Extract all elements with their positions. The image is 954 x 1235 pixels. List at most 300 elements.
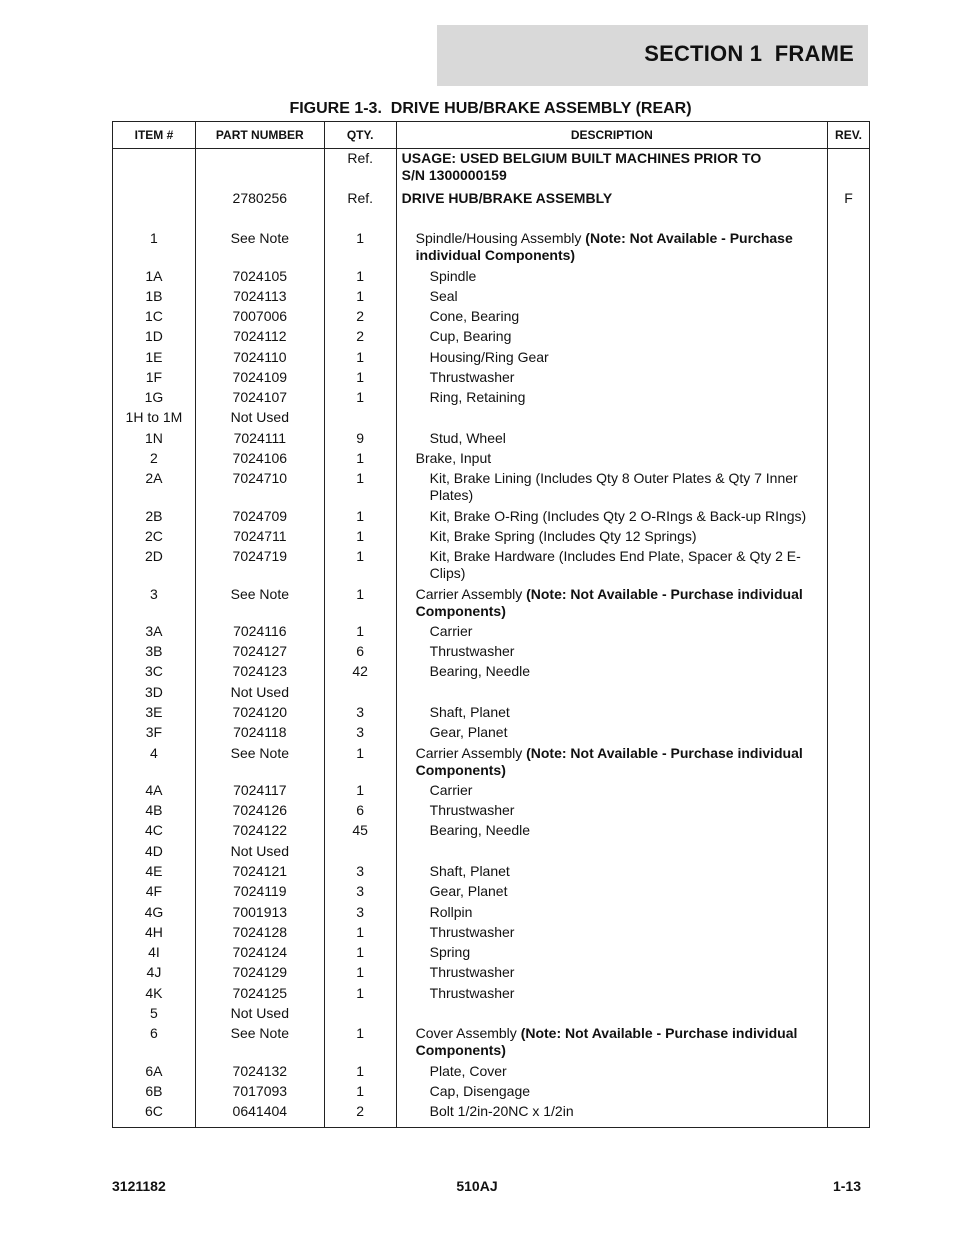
cell-item: 1H to 1M [113, 409, 196, 430]
parts-table [112, 121, 870, 1128]
cell-item: 1G [113, 389, 196, 409]
cell-item: 5 [113, 1005, 196, 1025]
cell-rev [828, 369, 870, 389]
cell-rev [828, 230, 870, 268]
table-row [113, 1083, 870, 1103]
cell-item: 4A [113, 782, 196, 802]
table-row [113, 724, 870, 745]
cell-part-number: See Note [195, 745, 324, 782]
description-text: Thrustwasher [429, 963, 515, 980]
description-text: Gear, Planet [429, 723, 508, 740]
description-text: Stud, Wheel [429, 429, 506, 446]
table-row [113, 548, 870, 586]
cell-item: 1F [113, 369, 196, 389]
table-row [113, 190, 870, 230]
table-row [113, 985, 870, 1005]
cell-qty: 1 [324, 528, 396, 548]
cell-rev [828, 508, 870, 528]
cell-rev [828, 704, 870, 724]
cell-description [396, 904, 827, 924]
cell-part-number: 7024116 [195, 623, 324, 643]
cell-qty: 1 [324, 1025, 396, 1063]
cell-qty: 1 [324, 230, 396, 268]
cell-description [396, 684, 827, 704]
cell-description [396, 349, 827, 369]
cell-description [396, 430, 827, 450]
cell-description [396, 745, 827, 782]
cell-rev [828, 863, 870, 883]
cell-description [396, 190, 827, 230]
cell-part-number: 7024132 [195, 1063, 324, 1083]
cell-rev [828, 904, 870, 924]
table-row [113, 1005, 870, 1025]
cell-description [396, 308, 827, 328]
table-row [113, 822, 870, 843]
cell-item: 6C [113, 1103, 196, 1128]
cell-qty: 3 [324, 904, 396, 924]
description-text: Plate, Cover [429, 1062, 507, 1079]
cell-qty: 1 [324, 369, 396, 389]
cell-part-number: 7024106 [195, 450, 324, 470]
cell-qty: 6 [324, 802, 396, 822]
cell-item: 4J [113, 964, 196, 985]
cell-part-number: 7024121 [195, 863, 324, 883]
description-text: Spindle [429, 267, 477, 284]
col-header-qty: QTY. [324, 122, 396, 149]
cell-rev [828, 684, 870, 704]
cell-item: 1N [113, 430, 196, 450]
cell-part-number: See Note [195, 230, 324, 268]
cell-item: 6 [113, 1025, 196, 1063]
cell-qty: 1 [324, 548, 396, 586]
cell-item: 2B [113, 508, 196, 528]
cell-part-number: 7024118 [195, 724, 324, 745]
table-row [113, 430, 870, 450]
table-row [113, 904, 870, 924]
cell-part-number: Not Used [195, 409, 324, 430]
table-row [113, 1025, 870, 1063]
cell-description [396, 883, 827, 904]
table-row [113, 863, 870, 883]
cell-item: 4E [113, 863, 196, 883]
cell-qty: 1 [324, 782, 396, 802]
cell-rev [828, 1103, 870, 1128]
table-row [113, 470, 870, 508]
cell-item: 3B [113, 643, 196, 663]
cell-description [396, 586, 827, 623]
cell-item: 4D [113, 843, 196, 863]
cell-rev [828, 623, 870, 643]
cell-description [396, 643, 827, 663]
table-row [113, 149, 870, 190]
cell-qty: 42 [324, 663, 396, 684]
table-row [113, 623, 870, 643]
cell-rev [828, 843, 870, 863]
table-row [113, 328, 870, 349]
cell-item: 4I [113, 944, 196, 964]
description-bold-text: DRIVE HUB/BRAKE ASSEMBLY [401, 189, 613, 206]
cell-item: 3D [113, 684, 196, 704]
cell-part-number: 7017093 [195, 1083, 324, 1103]
cell-item: 2A [113, 470, 196, 508]
description-text: Housing/Ring Gear [429, 348, 549, 365]
cell-qty: 2 [324, 308, 396, 328]
cell-description [396, 288, 827, 308]
cell-part-number: 7024109 [195, 369, 324, 389]
description-text: Carrier Assembly [415, 744, 527, 761]
cell-part-number: 7007006 [195, 308, 324, 328]
cell-description [396, 704, 827, 724]
table-row [113, 230, 870, 268]
col-header-description: DESCRIPTION [396, 122, 827, 149]
cell-qty: 1 [324, 586, 396, 623]
cell-qty: 1 [324, 389, 396, 409]
col-header-item: ITEM # [113, 122, 196, 149]
cell-rev [828, 1063, 870, 1083]
description-text: Thrustwasher [429, 984, 515, 1001]
cell-part-number: 7024112 [195, 328, 324, 349]
cell-description [396, 724, 827, 745]
description-text: Rollpin [429, 903, 473, 920]
cell-qty: 1 [324, 508, 396, 528]
cell-description [396, 409, 827, 430]
cell-qty: 3 [324, 704, 396, 724]
cell-item: 2D [113, 548, 196, 586]
cell-rev [828, 470, 870, 508]
cell-qty: 1 [324, 1083, 396, 1103]
description-text: Shaft, Planet [429, 862, 510, 879]
cell-rev [828, 586, 870, 623]
description-text: Seal [429, 287, 458, 304]
cell-qty: 1 [324, 450, 396, 470]
cell-part-number: Not Used [195, 684, 324, 704]
cell-item: 3E [113, 704, 196, 724]
cell-item: 2 [113, 450, 196, 470]
description-text: Kit, Brake Lining (Includes Qty 8 Outer Plates & Qty 7 Inner Plates) [429, 469, 798, 503]
cell-rev [828, 268, 870, 288]
cell-description [396, 389, 827, 409]
cell-rev [828, 308, 870, 328]
table-row [113, 944, 870, 964]
cell-item: 3F [113, 724, 196, 745]
table-row [113, 684, 870, 704]
cell-description [396, 924, 827, 944]
cell-qty: 9 [324, 430, 396, 450]
description-text: Thrustwasher [429, 923, 515, 940]
cell-item: 1B [113, 288, 196, 308]
cell-qty: 1 [324, 944, 396, 964]
description-text: Carrier [429, 781, 473, 798]
cell-rev [828, 782, 870, 802]
table-row [113, 450, 870, 470]
description-text: Kit, Brake Spring (Includes Qty 12 Springs) [429, 527, 697, 544]
cell-qty: 1 [324, 964, 396, 985]
cell-part-number: 7024710 [195, 470, 324, 508]
col-header-rev: REV. [828, 122, 870, 149]
table-row [113, 268, 870, 288]
cell-rev [828, 1083, 870, 1103]
cell-description [396, 663, 827, 684]
cell-description [396, 944, 827, 964]
cell-description [396, 1083, 827, 1103]
cell-part-number: Not Used [195, 1005, 324, 1025]
description-text: Carrier Assembly [415, 585, 527, 602]
table-row [113, 389, 870, 409]
cell-description [396, 470, 827, 508]
cell-rev [828, 328, 870, 349]
cell-part-number: 7024105 [195, 268, 324, 288]
table-row [113, 586, 870, 623]
cell-part-number: See Note [195, 586, 324, 623]
description-text: Shaft, Planet [429, 703, 510, 720]
description-text: Spindle/Housing Assembly [415, 229, 586, 246]
table-row [113, 369, 870, 389]
cell-qty [324, 684, 396, 704]
table-row [113, 349, 870, 369]
cell-description [396, 863, 827, 883]
description-text: Bearing, Needle [429, 821, 531, 838]
cell-item [113, 190, 196, 230]
description-text: Brake, Input [415, 449, 492, 466]
table-row [113, 663, 870, 684]
cell-rev [828, 349, 870, 369]
cell-qty [324, 1005, 396, 1025]
cell-description [396, 1063, 827, 1083]
cell-item: 1A [113, 268, 196, 288]
cell-description [396, 230, 827, 268]
cell-rev [828, 802, 870, 822]
cell-rev [828, 548, 870, 586]
description-text: Ring, Retaining [429, 388, 526, 405]
cell-part-number: 7024123 [195, 663, 324, 684]
table-row [113, 843, 870, 863]
cell-rev: F [828, 190, 870, 230]
description-text: Cone, Bearing [429, 307, 520, 324]
cell-qty: 1 [324, 985, 396, 1005]
cell-description [396, 328, 827, 349]
cell-part-number: 7024709 [195, 508, 324, 528]
cell-qty: 2 [324, 1103, 396, 1128]
cell-qty: 45 [324, 822, 396, 843]
cell-item: 4G [113, 904, 196, 924]
cell-part-number: 7024129 [195, 964, 324, 985]
cell-item: 4B [113, 802, 196, 822]
description-text: Thrustwasher [429, 368, 515, 385]
description-text: Bolt 1/2in-20NC x 1/2in [429, 1102, 574, 1119]
cell-qty: 1 [324, 470, 396, 508]
cell-part-number: 0641404 [195, 1103, 324, 1128]
cell-part-number: 7024122 [195, 822, 324, 843]
cell-qty: 3 [324, 883, 396, 904]
cell-part-number: 7024119 [195, 883, 324, 904]
description-bold-text: (Note: Not Available - Purchase individual Components) [415, 1024, 798, 1058]
cell-qty: 1 [324, 623, 396, 643]
cell-qty: 1 [324, 924, 396, 944]
parts-table-body [113, 149, 870, 1128]
cell-rev [828, 745, 870, 782]
cell-rev [828, 389, 870, 409]
description-text: Cap, Disengage [429, 1082, 531, 1099]
cell-rev [828, 663, 870, 684]
table-row [113, 782, 870, 802]
cell-rev [828, 1025, 870, 1063]
table-row [113, 1103, 870, 1128]
cell-qty: 1 [324, 288, 396, 308]
cell-qty [324, 843, 396, 863]
cell-item: 4K [113, 985, 196, 1005]
description-text: Cover Assembly [415, 1024, 521, 1041]
cell-item: 1D [113, 328, 196, 349]
cell-rev [828, 430, 870, 450]
cell-part-number: 7024128 [195, 924, 324, 944]
table-row [113, 409, 870, 430]
cell-part-number: 7024111 [195, 430, 324, 450]
cell-item: 1 [113, 230, 196, 268]
cell-description [396, 985, 827, 1005]
cell-item: 4F [113, 883, 196, 904]
cell-rev [828, 149, 870, 190]
description-text: Kit, Brake O-Ring (Includes Qty 2 O-RIngs & Back-up RIngs) [429, 507, 807, 524]
cell-description [396, 369, 827, 389]
footer-document-number: 3121182 [112, 1178, 166, 1194]
cell-description [396, 268, 827, 288]
description-text: Carrier [429, 622, 473, 639]
cell-part-number: Not Used [195, 843, 324, 863]
cell-rev [828, 964, 870, 985]
cell-part-number: 7024117 [195, 782, 324, 802]
table-row [113, 288, 870, 308]
col-header-part-number: PART NUMBER [195, 122, 324, 149]
cell-item: 3 [113, 586, 196, 623]
table-row [113, 745, 870, 782]
cell-description [396, 1025, 827, 1063]
cell-description [396, 450, 827, 470]
description-bold-text: (Note: Not Available - Purchase individual Components) [415, 585, 803, 619]
cell-description [396, 782, 827, 802]
cell-part-number: 7001913 [195, 904, 324, 924]
cell-part-number [195, 149, 324, 190]
cell-part-number: 7024124 [195, 944, 324, 964]
cell-qty: Ref. [324, 149, 396, 190]
cell-part-number: 7024110 [195, 349, 324, 369]
description-bold-text: USAGE: USED BELGIUM BUILT MACHINES PRIOR TO S/N 1300000159 [401, 150, 762, 183]
cell-qty [324, 409, 396, 430]
figure-title: FIGURE 1-3. DRIVE HUB/BRAKE ASSEMBLY (REAR) [289, 100, 692, 117]
cell-rev [828, 883, 870, 904]
cell-qty: Ref. [324, 190, 396, 230]
table-row [113, 643, 870, 663]
cell-rev [828, 944, 870, 964]
description-bold-text: (Note: Not Available - Purchase individual Components) [415, 744, 803, 778]
cell-rev [828, 288, 870, 308]
cell-rev [828, 643, 870, 663]
description-bold-text: (Note: Not Available - Purchase individual Components) [415, 229, 793, 263]
cell-qty: 1 [324, 268, 396, 288]
table-row [113, 308, 870, 328]
cell-description [396, 802, 827, 822]
cell-qty: 3 [324, 863, 396, 883]
cell-rev [828, 409, 870, 430]
table-row [113, 802, 870, 822]
section-title: SECTION 1 FRAME [644, 41, 854, 66]
table-row [113, 924, 870, 944]
cell-item: 4 [113, 745, 196, 782]
cell-part-number: 2780256 [195, 190, 324, 230]
cell-item: 6B [113, 1083, 196, 1103]
cell-part-number: 7024711 [195, 528, 324, 548]
cell-rev [828, 822, 870, 843]
cell-rev [828, 1005, 870, 1025]
description-text: Thrustwasher [429, 642, 515, 659]
description-text: Spring [429, 943, 471, 960]
cell-part-number: 7024113 [195, 288, 324, 308]
section-header-band [437, 25, 868, 86]
cell-rev [828, 724, 870, 745]
cell-rev [828, 924, 870, 944]
cell-qty: 6 [324, 643, 396, 663]
cell-rev [828, 450, 870, 470]
cell-part-number: 7024719 [195, 548, 324, 586]
cell-description [396, 964, 827, 985]
description-text: Gear, Planet [429, 882, 508, 899]
cell-qty: 3 [324, 724, 396, 745]
footer-page-number: 1-13 [832, 1178, 861, 1194]
cell-qty: 1 [324, 745, 396, 782]
cell-item [113, 149, 196, 190]
cell-description [396, 508, 827, 528]
cell-part-number: 7024125 [195, 985, 324, 1005]
cell-part-number: See Note [195, 1025, 324, 1063]
description-text: Cup, Bearing [429, 327, 512, 344]
footer-model: 510AJ [456, 1178, 498, 1194]
cell-item: 1C [113, 308, 196, 328]
cell-part-number: 7024127 [195, 643, 324, 663]
cell-rev [828, 985, 870, 1005]
cell-part-number: 7024120 [195, 704, 324, 724]
cell-qty: 1 [324, 349, 396, 369]
cell-qty: 1 [324, 1063, 396, 1083]
table-row [113, 964, 870, 985]
cell-qty: 2 [324, 328, 396, 349]
table-row [113, 883, 870, 904]
cell-rev [828, 528, 870, 548]
cell-item: 2C [113, 528, 196, 548]
cell-description [396, 1103, 827, 1128]
cell-item: 1E [113, 349, 196, 369]
cell-part-number: 7024107 [195, 389, 324, 409]
cell-description [396, 1005, 827, 1025]
cell-description [396, 822, 827, 843]
cell-item: 3A [113, 623, 196, 643]
cell-description [396, 149, 827, 190]
table-row [113, 528, 870, 548]
cell-description [396, 623, 827, 643]
table-row [113, 1063, 870, 1083]
cell-item: 3C [113, 663, 196, 684]
cell-item: 4H [113, 924, 196, 944]
cell-item: 4C [113, 822, 196, 843]
cell-item: 6A [113, 1063, 196, 1083]
cell-description [396, 843, 827, 863]
cell-description [396, 548, 827, 586]
description-text: Thrustwasher [429, 801, 515, 818]
table-row [113, 508, 870, 528]
table-header-row [113, 122, 870, 149]
cell-part-number: 7024126 [195, 802, 324, 822]
cell-description [396, 528, 827, 548]
description-text: Kit, Brake Hardware (Includes End Plate, Spacer & Qty 2 E-Clips) [429, 547, 801, 581]
description-text: Bearing, Needle [429, 662, 531, 679]
